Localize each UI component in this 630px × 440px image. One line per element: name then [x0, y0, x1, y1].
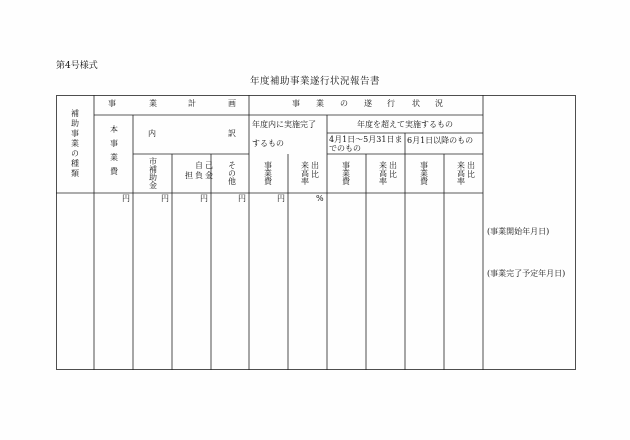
ratio-header-1a: 出比 [310, 161, 320, 179]
cost-header-1: 事業費 [263, 161, 273, 185]
status-header-2: 業 [316, 99, 324, 108]
breakdown-right: 訳 [228, 129, 236, 138]
breakdown-left: 内 [148, 129, 156, 138]
city-subsidy-header: 市補助金 [148, 157, 158, 189]
total-cost-header: 本事業費 [109, 125, 119, 181]
plan-header-2: 業 [149, 99, 157, 108]
unit-city-subsidy: 円 [161, 194, 169, 203]
in-year-header-2: するもの [252, 139, 284, 148]
beyond-year-header: 年度を超えて実施するもの [357, 120, 453, 129]
cost-header-3: 事業費 [419, 161, 429, 185]
ratio-header-2b: 来高率 [378, 161, 388, 185]
status-header-3: の [340, 99, 348, 108]
cost-header-2: 事業費 [341, 161, 351, 185]
period-1-header-1: 4月1日～5月31日ま [329, 135, 403, 144]
plan-header-3: 計 [188, 99, 196, 108]
ratio-header-1b: 来高率 [300, 161, 310, 185]
start-date-note: (事業開始年月日) [487, 227, 550, 236]
ratio-header-3b: 来高率 [456, 161, 466, 185]
ratio-header-2a: 出比 [388, 161, 398, 179]
in-year-header-1: 年度内に実施完了 [252, 120, 316, 129]
unit-total-cost: 円 [122, 194, 130, 203]
plan-header-4: 画 [228, 99, 236, 108]
report-table [56, 95, 576, 370]
self-burden-b: 担 [184, 171, 194, 179]
status-header-1: 事 [292, 99, 300, 108]
self-burden-c: 己金 [204, 161, 214, 181]
unit-self-burden: 円 [200, 194, 208, 203]
ratio-header-3a: 出比 [466, 161, 476, 179]
form-number: 第4号様式 [56, 61, 98, 71]
period-1-header-2: でのもの [329, 144, 361, 153]
report-title: 年度補助事業遂行状況報告書 [249, 76, 380, 87]
status-header-5: 行 [387, 99, 395, 108]
other-header: その他 [227, 161, 237, 185]
status-header-7: 況 [435, 99, 443, 108]
status-header-6: 状 [412, 99, 420, 108]
unit-other: 円 [238, 194, 246, 203]
plan-header-1: 事 [108, 99, 116, 108]
unit-cost-in-year: 円 [277, 194, 285, 203]
completion-date-note: (事業完了予定年月日) [487, 269, 566, 278]
self-burden-a: 自負 [194, 161, 204, 181]
unit-ratio-in-year: % [316, 194, 324, 203]
period-2-header: 6月1日以降のもの [407, 136, 474, 145]
project-type-header: 補助事業の種類 [70, 109, 80, 179]
status-header-4: 遂 [364, 99, 372, 108]
